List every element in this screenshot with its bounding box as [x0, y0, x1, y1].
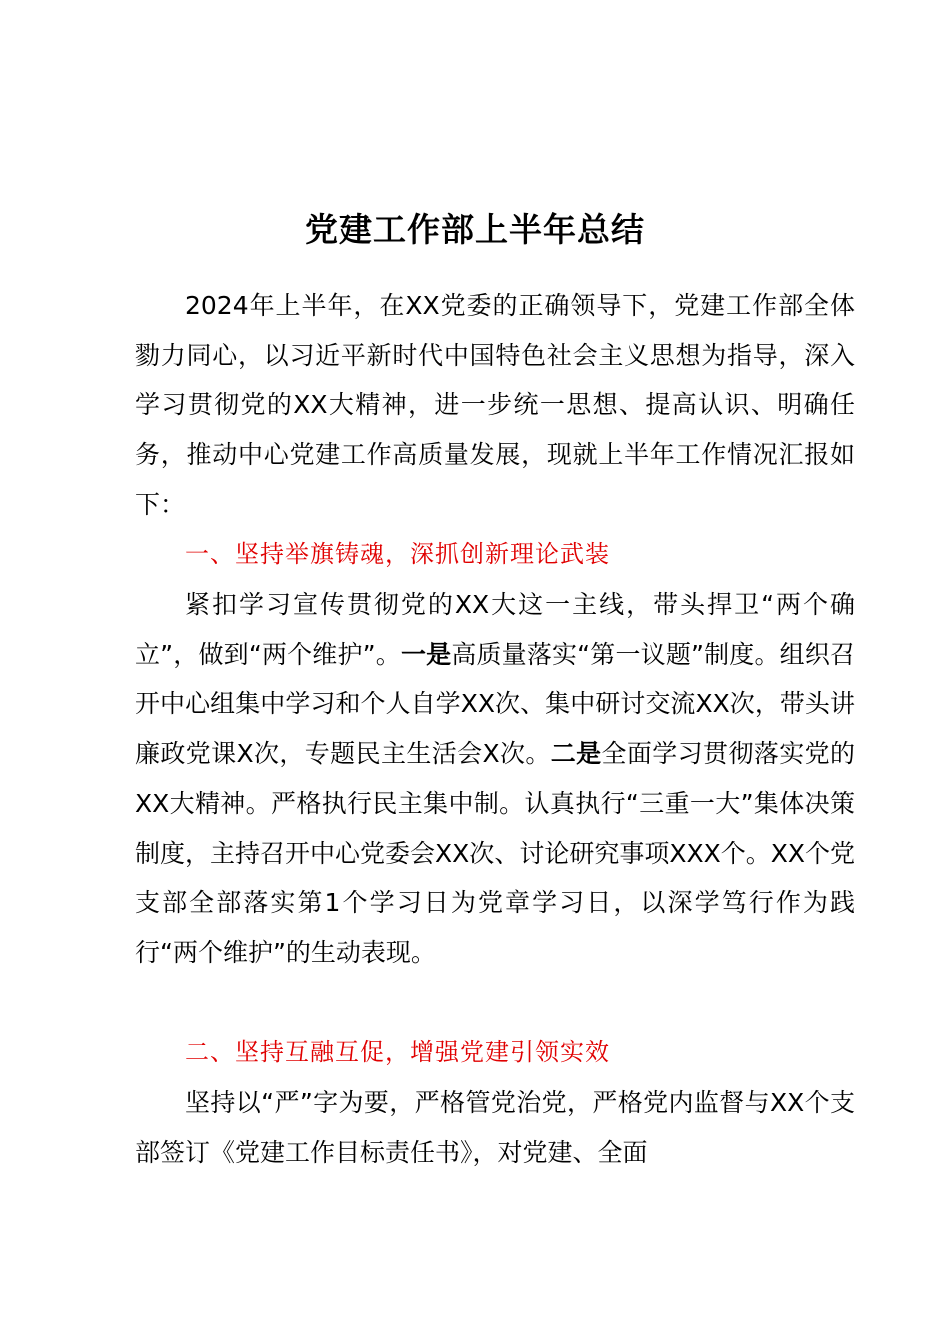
section-1-paragraph: [135, 580, 855, 978]
section-2-heading: 二、坚持互融互促，增强党建引领实效: [185, 1038, 610, 1066]
section-1-text-a: 紧扣学习宣传贯彻党的XX大这一主线，带头捍卫“两个确立”，做到“两个维护”。: [135, 590, 855, 669]
section-1-heading: 一、坚持举旗铸魂，深抓创新理论武装: [185, 540, 610, 568]
document-title: 党建工作部上半年总结: [305, 210, 645, 249]
section-1-lead-1: 一是: [400, 639, 452, 669]
section-1-text-b: 高质量落实“第一议题”制度。组织召开中心组集中学习和个人自学XX次、集中研讨交流XX次，带头讲廉政党课X次，专题民主生活会X次。: [135, 639, 856, 769]
section-2-paragraph: 坚持以“严”字为要，严格管党治党，严格党内监督与XX个支部签订《党建工作目标责任书》，对党建、全面: [135, 1088, 855, 1167]
section-1-text-c: 全面学习贯彻落实党的XX大精神。严格执行民主集中制。认真执行“三重一大”集体决策制度，主持召开中心党委会XX次、讨论研究事项XXX个。XX个党支部全部落实第1个学习日为党章学习日，以深学笃行作为践行“两个维护”的生动表现。: [135, 739, 855, 967]
section-1-lead-2: 二是: [550, 739, 602, 769]
intro-paragraph: 2024年上半年，在XX党委的正确领导下，党建工作部全体勠力同心，以习近平新时代中国特色社会主义思想为指导，深入学习贯彻党的XX大精神，进一步统一思想、提高认识、明确任务，推动中心党建工作高质量发展，现就上半年工作情况汇报如下：: [135, 291, 855, 519]
